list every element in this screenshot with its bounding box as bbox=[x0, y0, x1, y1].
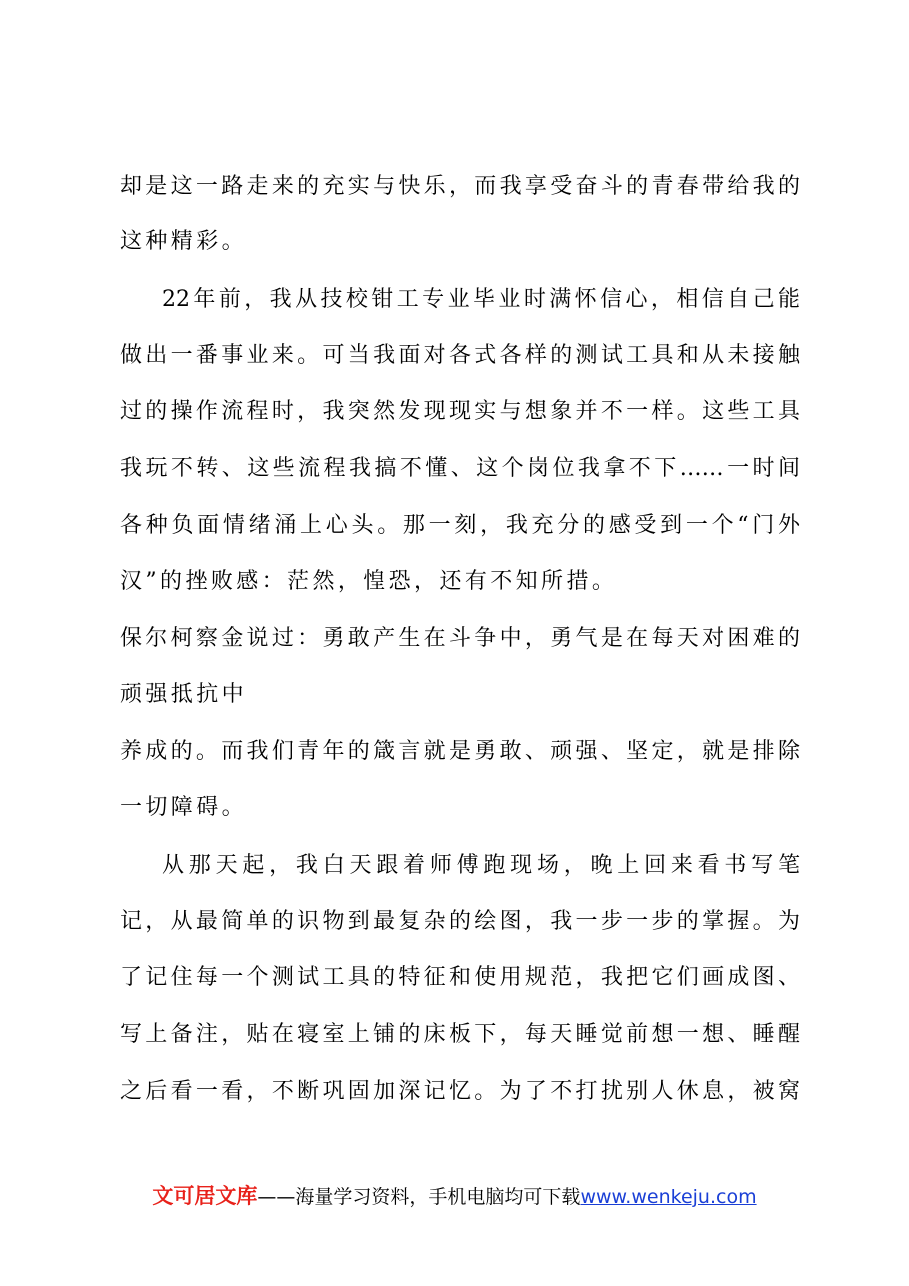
text-line: 做出一番事业来。可当我面对各式各样的测试工具和从未接触 bbox=[120, 343, 800, 368]
text-line: 一切障碍。 bbox=[120, 795, 248, 820]
text-line: 却是这一路走来的充实与快乐，而我享受奋斗的青春带给我的 bbox=[120, 174, 800, 199]
text-line: 这种精彩。 bbox=[120, 229, 248, 254]
text-line: 从那天起，我白天跟着师傅跑现场，晚上回来看书写笔 bbox=[162, 853, 800, 878]
text-line: 我玩不转、这些流程我搞不懂、这个岗位我拿不下……一时间 bbox=[120, 456, 800, 481]
text-line: 汉”的挫败感：茫然，惶恐，还有不知所措。 bbox=[120, 569, 618, 594]
text-line: 保尔柯察金说过：勇敢产生在斗争中，勇气是在每天对困难的 bbox=[120, 626, 800, 651]
footer-tagline: ——海量学习资料，手机电脑均可下载 bbox=[257, 1186, 581, 1208]
text-line: 养成的。而我们青年的箴言就是勇敢、顽强、坚定，就是排除 bbox=[120, 739, 800, 764]
footer-url-link[interactable]: www.wenkeju.com bbox=[580, 1186, 757, 1208]
text-line: 之后看一看，不断巩固加深记忆。为了不打扰别人休息，被窝 bbox=[120, 1079, 800, 1104]
text-line: 22年前，我从技校钳工专业毕业时满怀信心，相信自己能 bbox=[162, 287, 800, 312]
text-line: 过的操作流程时，我突然发现现实与想象并不一样。这些工具 bbox=[120, 399, 800, 424]
footer-brand: 文可居文库 bbox=[152, 1184, 258, 1208]
text-line: 记，从最简单的识物到最复杂的绘图，我一步一步的掌握。为 bbox=[120, 909, 800, 934]
text-line: 各种负面情绪涌上心头。那一刻，我充分的感受到一个“门外 bbox=[120, 513, 800, 538]
text-line: 了记住每一个测试工具的特征和使用规范，我把它们画成图、 bbox=[120, 965, 800, 990]
page-footer bbox=[0, 1182, 909, 1211]
text-line: 顽强抵抗中 bbox=[120, 682, 248, 707]
text-line: 写上备注，贴在寝室上铺的床板下，每天睡觉前想一想、睡醒 bbox=[120, 1022, 800, 1047]
